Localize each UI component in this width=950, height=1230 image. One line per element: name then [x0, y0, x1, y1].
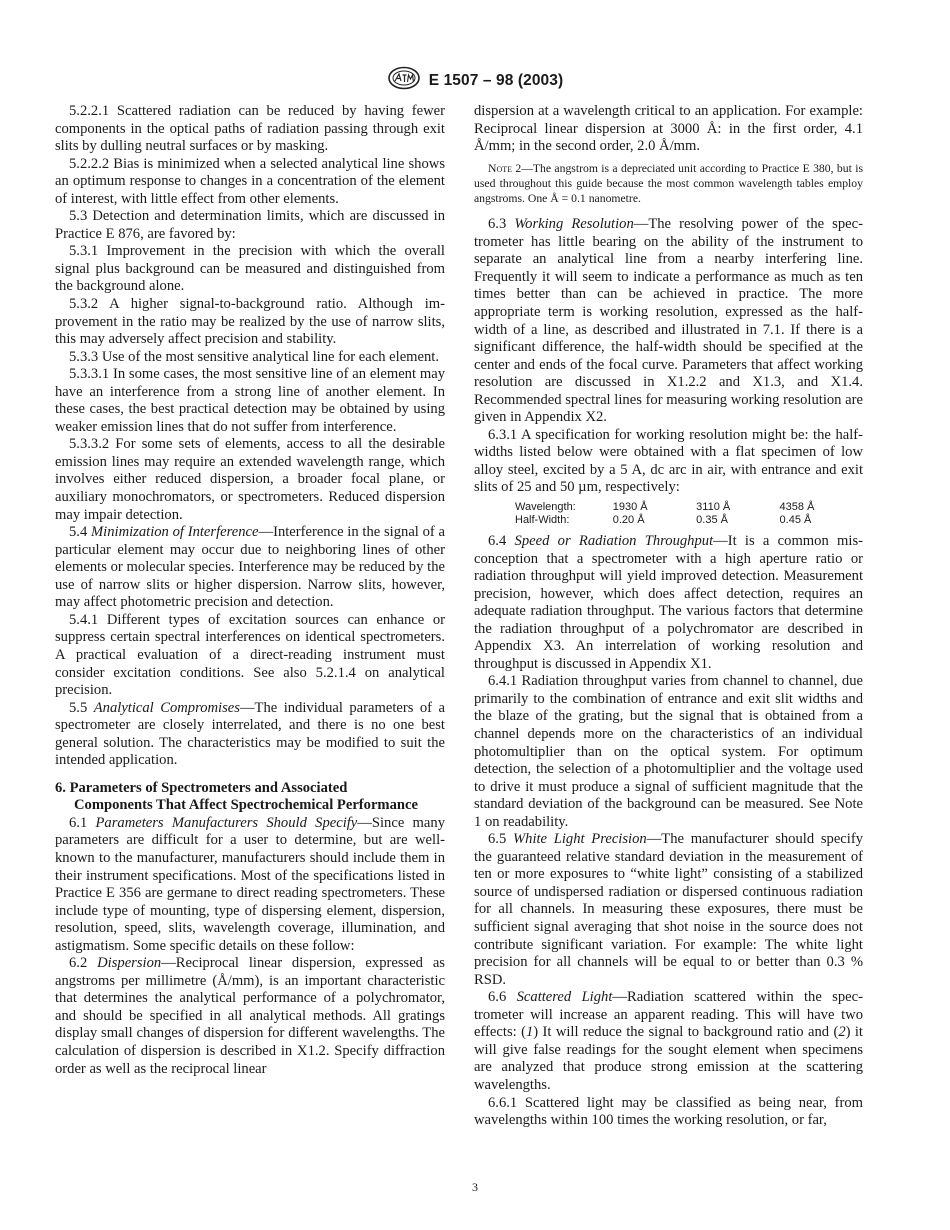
paragraph-text: —Reciprocal linear dispersion, expressed as angstroms per millimetre (Å/mm), is an important characteristic that determines the analytical performance of a polychromator, and should be specified in all analytical methods. All gratings display small changes of dispersion for different wavelengths. The calculation of dispersion is described in X1.2. Specify diffraction order as well as the reciprocal linear [55, 955, 445, 1077]
list-index: 1 [525, 1024, 534, 1041]
paragraph-text: —The individual parameters of a spectrometer are closely interrelated, and there is no one best general solution. The characteristics may be modified to suit the intended application. [55, 699, 446, 769]
paragraph-title: Speed or Radiation Throughput [514, 533, 714, 549]
table-cell: 1930 Å [612, 501, 648, 513]
paragraph-number: 6.5 [488, 831, 507, 848]
paragraph-5-3-3-1: 5.3.3.1 In some cases, the most sensitive line of an element may have an interference from a strong line of another element. In these cases, the best practical detection may be obtained by using weaker emission lines that do not suffer from interference. [55, 366, 445, 435]
paragraph-6-2 [55, 955, 445, 1078]
paragraph-number: 6.4 [488, 533, 507, 549]
note-label: Note 2 [488, 161, 522, 175]
note-text: —The angstrom is a depreciated unit according to Practice E 380, but is used throughout this guide because the most common wavelength tables employ angstroms. One Å = 0.1 nanometre. [474, 161, 863, 206]
half-width-table [515, 501, 863, 527]
paragraph-number: 6.6 [488, 989, 507, 1006]
paragraph-5-3-3: 5.3.3 Use of the most sensitive analytical line for each element. [69, 348, 439, 365]
paragraph-text: —Since many parameters are difficult for a user to determine, but are well-known to the manufacturer, manufacturers should include them in their instrument specifications. Most of the specifications listed in Practice E 356 are germane to direct reading spectrometers. These include type of mounting, type of dispersing element, dispersion, resolution, speed, slits, wavelength coverage, illumination, and astigmatism. Some specific details on these follow: [55, 814, 445, 954]
table-cell: 0.20 Å [612, 514, 645, 526]
paragraph-5-4-1: 5.4.1 Different types of excitation sources can enhance or suppress certain spectral interferences on identical spectrometers. A practical evaluation of a direct-reading instrument must consider excitation conditions. See also 5.2.1.4 on analytical precision. [55, 611, 445, 699]
paragraph-number: 6.2 [69, 955, 88, 972]
page-header [0, 66, 950, 95]
left-column [55, 103, 445, 1078]
table-cell-label: Half-Width: [515, 514, 570, 526]
paragraph-text: —It is a common misconception that a spectrometer with a high aperture ratio or radiation throughput will yield improved detection. Measurement precision, however, which does affect detection, requires an adequate radiation throughput. The various factors that determine the radiation throughput of a polychromator are described in Appendix X3. An interrelation of working resolution and throughput is discussed in Appendix X1. [474, 533, 863, 672]
page-number: 3 [472, 1180, 478, 1194]
note-2 [474, 161, 863, 207]
paragraph-number: 6.1 [69, 814, 88, 831]
paragraph-5-3-1: 5.3.1 Improvement in the precision with which the overall signal plus background can be measured and distinguished from the background alone. [55, 243, 445, 295]
paragraph-6-2-continued: dispersion at a wavelength critical to an application. For example: Reciprocal linear dispersion at 3000 Å: in the first order, 4.1 Å/mm; in the second order, 2.0 Å/mm. [474, 103, 863, 155]
table-cell: 3110 Å [696, 501, 731, 513]
table-row [515, 501, 863, 514]
paragraph-text: —Interference in the signal of a particular element may occur due to neighboring lines of other elements or molecular species. Interference may be reduced by the use of narrow slits or higher dispersion. Narrow slits, however, may affect photometric precision and detection. [55, 524, 445, 611]
paragraph-number: 5.5 [69, 699, 88, 716]
paragraph-6-1 [55, 815, 445, 955]
paragraph-title: Working Resolution [514, 216, 634, 233]
table-cell-label: Wavelength: [515, 501, 576, 513]
paragraph-title: Minimization of Interference [91, 524, 259, 541]
paragraph-6-3 [474, 216, 863, 427]
paragraph-text: —Radiation scattered within the spectrometer will increase an apparent reading. This will have two effects: ( [474, 989, 863, 1041]
document-designation: E 1507 – 98 (2003) [428, 71, 564, 89]
paragraph-6-4-1: 6.4.1 Radiation throughput varies from channel to channel, due primarily to the combination of entrance and exit slit widths and the blaze of the grating, but the signal that is obtained from a channel depends more on the characteristics of an individual photomultiplier than on the optical system. For optimum detection, the selection of a photomultiplier and the voltage used to drive it must produce a signal of sufficient magnitude that the standard deviation of the background can be measured. See Note 1 on readability. [474, 673, 863, 830]
right-column [474, 103, 863, 1130]
paragraph-5-3: 5.3 Detection and determination limits, which are discussed in Practice E 876, are favored by: [55, 208, 445, 242]
section-heading-line: 6. Parameters of Spectrometers and Associated [55, 779, 348, 796]
table-cell: 4358 Å [779, 501, 815, 513]
paragraph-title: Parameters Manufacturers Should Specify [95, 814, 358, 831]
paragraph-5-3-3-2: 5.3.3.2 For some sets of elements, access to all the desirable emission lines may require an extended wavelength range, which involves either reduced dispersion, a broader focal plane, or auxiliary monochromators, or spectrometers. Reduced dispersion may impair detection. [55, 436, 445, 523]
paragraph-number: 6.3 [488, 216, 507, 233]
list-index: 2 [838, 1024, 846, 1041]
section-heading-line: Components That Affect Spectrochemical Performance [74, 797, 418, 814]
table-cell: 0.35 Å [696, 514, 728, 526]
paragraph-title: White Light Precision [512, 831, 647, 848]
paragraph-6-6-1: 6.6.1 Scattered light may be classified as being near, from wavelengths within 100 times the working resolution, or far, [474, 1094, 863, 1129]
table-row [515, 514, 863, 527]
paragraph-text: —The manufacturer should specify the guaranteed relative standard deviation in the measurement of ten or more exposures to “white light” consisting of a stabilized source of undispersed radiation or dispersed continuous radiation for all channels. In measuring these exposures, there must be sufficient signal averaging that shot noise in the source does not contribute significant variation. For example: The white light precision for all channels will be equal to or better than 0.3 % RSD. [474, 831, 863, 988]
table-cell: 0.45 Å [779, 514, 812, 526]
paragraph-5-4 [55, 524, 445, 612]
paragraph-text: ) It will reduce the signal to background ratio and ( [533, 1024, 839, 1041]
paragraph-title: Scattered Light [516, 989, 613, 1006]
paragraph-number: 5.4 [69, 524, 88, 541]
paragraph-5-2-2-1: 5.2.2.1 Scattered radiation can be reduced by having fewer components in the optical paths of radiation passing through exit slits by dulling neutral surfaces or by masking. [55, 103, 445, 155]
paragraph-5-3-2: 5.3.2 A higher signal-to-background ratio. Although improvement in the ratio may be realized by the use of narrow slits, this may adversely affect precision and stability. [55, 296, 445, 348]
paragraph-5-5 [55, 700, 445, 770]
paragraph-title: Dispersion [97, 955, 162, 972]
paragraph-5-2-2-2: 5.2.2.2 Bias is minimized when a selected analytical line shows an optimum response to changes in a concentration of the element of interest, with little effect from other elements. [55, 155, 445, 207]
paragraph-text: —The resolving power of the spectrometer has little bearing on the ability of the instrument to separate an analytical line from a nearby interfering line. Frequently it will seem to indicate a performance as much as ten times better than can be achieved in practice. The more appropriate term is working resolution, expressed as the half-width of a line, as described and illustrated in 7.1. If there is a significant difference, the half-width should be specified at the center and ends of the focal curve. Parameters that affect working resolution are discussed in X1.2.2 and X1.3, and X1.4. Recommended spectral lines for measuring working resolution are given in Appendix X2. [474, 216, 863, 426]
paragraph-6-3-1: 6.3.1 A specification for working resolution might be: the half-widths listed below were obtained with a flat specimen of low alloy steel, excited by a 5 A, dc arc in air, with entrance and exit slits of 25 and 50 µm, respectively: [474, 426, 863, 496]
paragraph-title: Analytical Compromises [93, 699, 240, 716]
paragraph-6-4 [474, 533, 863, 673]
section-6-heading [55, 780, 445, 815]
paragraph-6-5 [474, 831, 863, 989]
paragraph-text: ) it will give false readings for the sought element when specimens are analyzed that produce strong emission at the scattering wavelengths. [474, 1024, 863, 1093]
astm-logo-icon [387, 66, 421, 95]
paragraph-6-6 [474, 989, 863, 1094]
